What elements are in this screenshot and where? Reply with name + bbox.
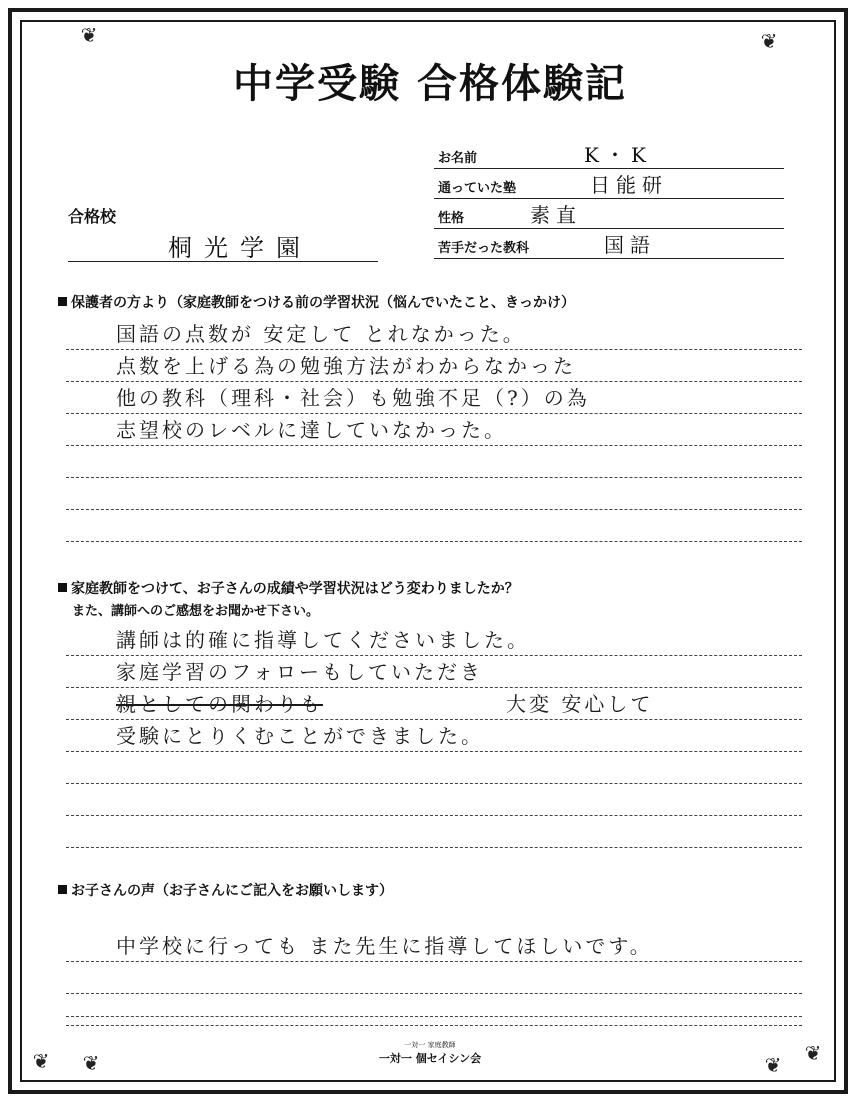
personality-value: 素直 xyxy=(530,203,582,227)
flourish-ornament-icon: ❦ xyxy=(764,1053,782,1077)
juku-value: 日能研 xyxy=(590,173,668,197)
name-row xyxy=(434,142,784,169)
section2-line xyxy=(66,688,802,720)
section2-crossed-out-text: 親としての関わりも xyxy=(116,692,323,716)
section2-line xyxy=(66,784,802,816)
school-label: 合格校 xyxy=(68,207,117,226)
section1-line-text: 国語の点数が 安定して とれなかった。 xyxy=(116,322,526,346)
name-value: K・K xyxy=(584,143,652,167)
section1-line xyxy=(66,478,802,510)
personality-label: 性格 xyxy=(438,211,465,226)
section2-heading-text: 家庭教師をつけて、お子さんの成績や学習状況はどう変わりましたか？ xyxy=(71,581,519,597)
section2-line xyxy=(66,720,802,752)
section3-line-text: 中学校に行っても また先生に指導してほしいです。 xyxy=(116,934,653,958)
section2-subheading: また、講師へのご感想をお聞かせ下さい。 xyxy=(72,604,320,619)
weak-subject-row xyxy=(434,232,784,259)
flourish-ornament-icon: ❦ xyxy=(804,1041,822,1065)
juku-row xyxy=(434,172,784,199)
square-bullet-icon xyxy=(58,297,67,306)
weak-subject-value: 国語 xyxy=(604,233,656,257)
section3-line xyxy=(66,962,802,994)
section1-line xyxy=(66,382,802,414)
flourish-ornament-icon: ❦ xyxy=(32,1049,50,1073)
footer-logo xyxy=(0,1040,860,1066)
section1-line xyxy=(66,350,802,382)
section1-heading-text: 保護者の方より（家庭教師をつける前の学習状況（悩んでいたこと、きっかけ） xyxy=(71,295,575,311)
weak-subject-label: 苦手だった教科 xyxy=(438,241,530,256)
name-label: お名前 xyxy=(438,151,478,166)
footer-brand: 一対一 個セイシン会 xyxy=(378,1052,482,1065)
square-bullet-icon xyxy=(58,583,67,592)
section1-line xyxy=(66,318,802,350)
section1-line xyxy=(66,510,802,542)
juku-label: 通っていた塾 xyxy=(438,181,517,196)
section2-line xyxy=(66,816,802,848)
section1-line xyxy=(66,446,802,478)
section2-line-text: 大変 安心して xyxy=(506,692,654,716)
section1-line xyxy=(66,414,802,446)
page-title: 中学受験 合格体験記 xyxy=(233,61,627,107)
personality-row xyxy=(434,202,784,229)
section1-line-text: 志望校のレベルに達していなかった。 xyxy=(116,418,507,442)
section2-heading xyxy=(58,578,519,598)
section1-line-text: 他の教科（理科・社会）も勉強不足（?）の為 xyxy=(116,386,590,410)
footer-tagline: 一対一 家庭教師 xyxy=(404,1041,456,1049)
section2-line-text: 講師は的確に指導してくださいました。 xyxy=(116,628,530,652)
section2-line xyxy=(66,752,802,784)
section3-heading xyxy=(58,880,393,900)
section3-line xyxy=(66,1016,802,1017)
section2-line xyxy=(66,624,802,656)
flourish-ornament-icon: ❦ xyxy=(80,23,98,47)
section1-heading xyxy=(58,292,575,312)
school-value: 桐光学園 xyxy=(68,228,378,262)
section2-line-text: 家庭学習のフォローもしていただき xyxy=(116,660,483,684)
section3-line xyxy=(66,994,802,1026)
square-bullet-icon xyxy=(58,885,67,894)
section1-line-text: 点数を上げる為の勉強方法がわからなかった xyxy=(116,354,576,378)
section2-line-text: 受験にとりくむことができました。 xyxy=(116,724,484,748)
flourish-ornament-icon: ❦ xyxy=(82,1051,100,1075)
flourish-ornament-icon: ❦ xyxy=(760,29,778,53)
section3-heading-text: お子さんの声（お子さんにご記入をお願いします） xyxy=(71,883,393,899)
section3-line xyxy=(66,930,802,962)
section2-line xyxy=(66,656,802,688)
